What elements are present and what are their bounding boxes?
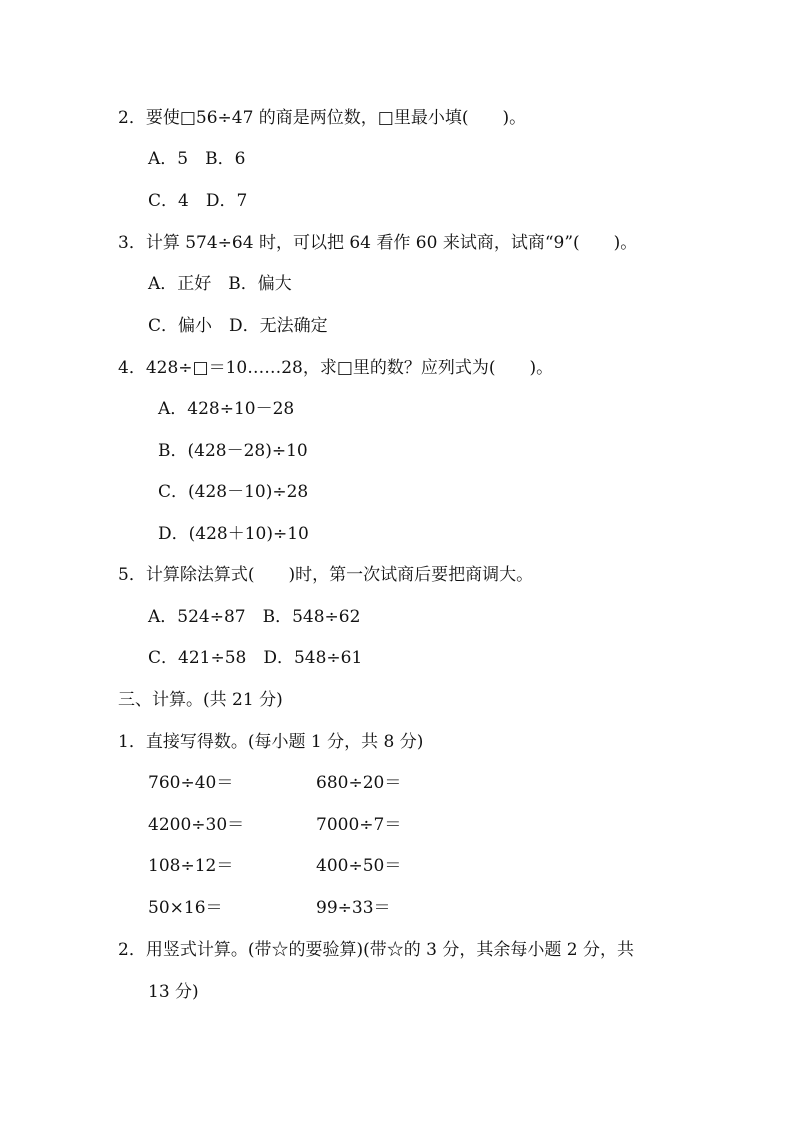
q5-stem: 5．计算除法算式( )时，第一次试商后要把商调大。 [118,565,534,585]
q4-option-b: B．(428－28)÷10 [158,441,308,461]
section3-item1-title: 1．直接写得数。(每小题 1 分，共 8 分) [118,732,424,752]
q2-options-row1: A．5 B．6 [148,149,246,169]
q4-stem: 4．428÷□＝10……28，求□里的数？应列式为( )。 [118,358,554,378]
q2-options-row2: C．4 D．7 [148,191,248,211]
calc-item: 99÷33＝ [316,898,391,918]
calc-item: 680÷20＝ [316,773,402,793]
q3-options-row1: A．正好 B．偏大 [148,274,292,294]
q2-stem: 2．要使□56÷47 的商是两位数，□里最小填( )。 [118,108,527,128]
calc-item: 400÷50＝ [316,856,402,876]
calc-item: 108÷12＝ [148,856,234,876]
q5-options-row2: C．421÷58 D．548÷61 [148,648,363,668]
calc-item: 7000÷7＝ [316,815,402,835]
q5-options-row1: A．524÷87 B．548÷62 [148,607,361,627]
calc-item: 760÷40＝ [148,773,234,793]
q4-option-d: D．(428＋10)÷10 [158,524,309,544]
section3-item2-title-line1: 2．用竖式计算。(带☆的要验算)(带☆的 3 分，其余每小题 2 分，共 [118,940,634,960]
section3-item2-title-line2: 13 分) [148,982,199,1002]
q3-options-row2: C．偏小 D．无法确定 [148,316,328,336]
calc-item: 50×16＝ [148,898,223,918]
q4-option-c: C．(428－10)÷28 [158,482,309,502]
q4-option-a: A．428÷10－28 [158,399,295,419]
q3-stem: 3．计算 574÷64 时，可以把 64 看作 60 来试商，试商“9”( )。 [118,233,638,253]
calc-item: 4200÷30＝ [148,815,245,835]
section3-heading: 三、计算。(共 21 分) [118,690,283,710]
